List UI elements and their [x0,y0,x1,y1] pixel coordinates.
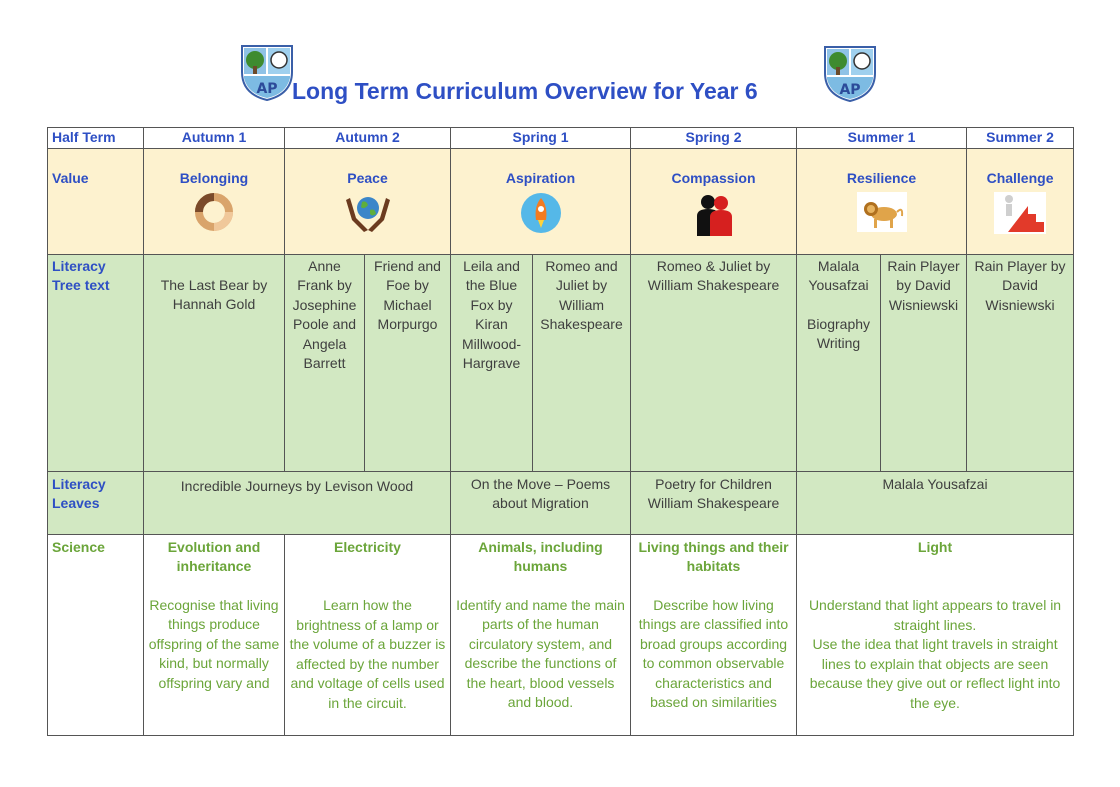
tree-text-spring-2: Romeo & Juliet by William Shakespeare [631,254,797,471]
value-row [48,148,1074,254]
hands-globe-icon [342,192,394,234]
value-challenge: Challenge [986,169,1054,186]
row-label-literacy-tree [48,254,144,471]
science-topic: Electricity [334,538,401,555]
tree-text-spring-1b: Romeo and Juliet by William Shakespeare [533,254,631,471]
value-resilience: Resilience [846,169,917,186]
science-autumn-1 [144,534,285,735]
science-autumn-2 [285,534,451,735]
row-label-value: Value [48,148,144,254]
tree-text-spring-1a: Leila and the Blue Fox by Kiran Millwood-Hargrave [451,254,533,471]
science-description: Identify and name the main parts of the human circulatory system, and describe the functions of the heart, blood vessels and blood. [456,596,625,710]
tree-text-line: Malala Yousafzai [808,257,869,293]
literacy-tree-row [48,254,1074,471]
science-description: Recognise that living things produce offspring of the same kind, but normally offspring vary and [148,596,280,691]
hug-icon [691,192,737,236]
label-line: Tree text [52,277,110,293]
page-title: Long Term Curriculum Overview for Year 6 [292,78,758,104]
hands-circle-icon [190,192,238,232]
value-aspiration: Aspiration [505,169,576,186]
curriculum-table [47,127,1074,736]
value-peace: Peace [347,169,388,186]
school-crest-logo [240,42,294,102]
term-spring-2: Spring 2 [631,128,797,149]
tree-text-autumn-2b: Friend and Foe by Michael Morpurgo [365,254,451,471]
literacy-leaves-row [48,471,1074,534]
school-crest-logo [823,43,877,103]
value-cell [631,148,797,254]
science-topic: Living things and their habitats [638,538,789,574]
tree-text-autumn-2a: Anne Frank by Josephine Poole and Angela Barrett [285,254,365,471]
science-row [48,534,1074,735]
label-line: Leaves [52,495,100,511]
row-label-literacy-leaves [48,471,144,534]
svg-text:AP: AP [839,82,861,98]
leaves-autumn: Incredible Journeys by Levison Wood [144,471,451,534]
science-description: Understand that light appears to travel in straight lines. [808,597,1062,633]
science-topic: Light [917,538,953,555]
leaves-spring-2: Poetry for Children William Shakespeare [631,471,797,534]
science-description: Learn how the brightness of a lamp or the volume of a buzzer is affected by the number and voltage of cells used in the circuit. [289,597,446,711]
label-line: Literacy [52,257,106,274]
science-summer [797,534,1074,735]
science-topic: Animals, including humans [478,538,603,574]
science-description: Describe how living things are classified into broad groups according to common observable characteristics and based on similarities [638,596,789,710]
rocket-icon [518,192,564,234]
value-cell [797,148,967,254]
science-description: Use the idea that light travels in straight lines to explain that objects are seen because they give out or reflect light into the eye. [809,636,1061,711]
science-spring-2 [631,534,797,735]
stairs-icon [994,192,1046,234]
value-compassion: Compassion [671,169,756,186]
tree-text-summer-2: Rain Player by David Wisniewski [967,254,1074,471]
science-spring-1 [451,534,631,735]
value-cell [144,148,285,254]
label-line: Literacy [52,475,106,492]
value-belonging: Belonging [179,169,249,186]
term-autumn-2: Autumn 2 [285,128,451,149]
tree-text-summer-1a [797,254,881,471]
row-label-science: Science [48,534,144,735]
term-autumn-1: Autumn 1 [144,128,285,149]
leaves-summer: Malala Yousafzai [797,471,1074,534]
lion-icon [857,192,907,232]
row-label-half-term: Half Term [48,128,144,149]
leaves-spring-1: On the Move – Poems about Migration [451,471,631,534]
value-cell [285,148,451,254]
term-summer-2: Summer 2 [967,128,1074,149]
tree-text-summer-1b: Rain Player by David Wisniewski [881,254,967,471]
science-topic: Evolution and inheritance [167,538,261,574]
term-summer-1: Summer 1 [797,128,967,149]
value-cell [967,148,1074,254]
header-row [48,128,1074,149]
svg-text:AP: AP [256,81,278,97]
tree-text-line: Biography Writing [806,315,871,351]
term-spring-1: Spring 1 [451,128,631,149]
tree-text-autumn-1: The Last Bear by Hannah Gold [144,254,285,471]
value-cell [451,148,631,254]
